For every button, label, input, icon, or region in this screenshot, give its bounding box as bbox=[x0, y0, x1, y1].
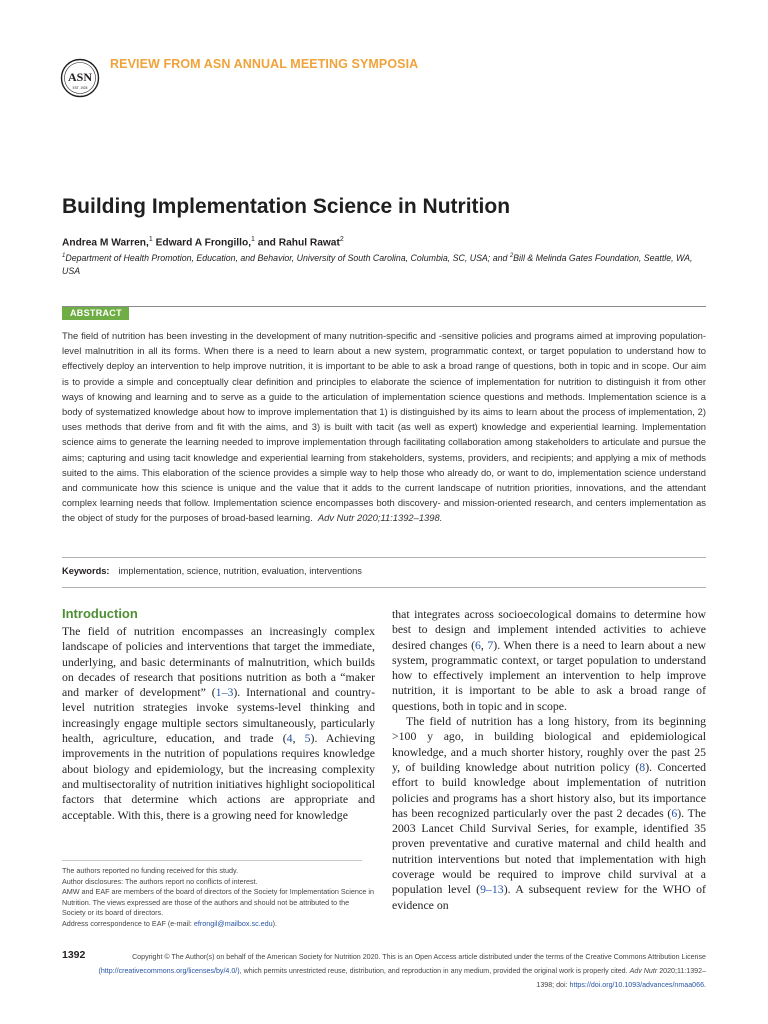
author-affil-marker: 2 bbox=[339, 236, 344, 243]
section-heading: Introduction bbox=[62, 606, 138, 621]
body-text: ). International and country-level nutrition strategies invoke systems-level thinking and increasingly engage multiple sectors simultaneously, particularly health, agriculture, education, and trade ( bbox=[62, 685, 375, 746]
copyright-text: . bbox=[704, 981, 706, 989]
citation-link[interactable]: 8 bbox=[639, 759, 646, 774]
body-text: The field of nutrition has a long history, from its beginning >100 y ago, in building biological and epidemiological knowledge, and a much shorter history, roughly over the past 25 y, of building knowledge about nutrition policy ( bbox=[392, 714, 706, 774]
footnote-line: AMW and EAF are members of the board of directors of the Society for Implementation Science in Nutrition. The views expressed are those of the authors and should not be attributed to the Society or its board of directors. bbox=[62, 887, 374, 918]
copyright-text: 2020;11:1392–1398; doi: bbox=[536, 967, 706, 989]
citation-link[interactable]: 6 bbox=[671, 805, 678, 820]
abstract-body bbox=[62, 328, 706, 526]
citation-link[interactable]: 9–13 bbox=[480, 882, 504, 897]
keywords-label: Keywords: bbox=[62, 566, 110, 576]
affiliations bbox=[62, 250, 712, 278]
body-text: ). Achieving improvements in the nutrition of populations requires knowledge about biology and epidemiology, but the increasing complexity and multisectorality of nutrition initiatives highlight sociopolitical factors that determine which actions are appropriate and acceptable. With this, there is a growing need for knowledge bbox=[62, 731, 375, 822]
citation-link[interactable]: 1–3 bbox=[215, 685, 234, 700]
logo-text: ASN bbox=[67, 70, 93, 84]
body-text: that integrates across socioecological domains to determine how best to design and implement intended activities to achieve desired changes ( bbox=[392, 607, 706, 652]
citation-link[interactable]: 5 bbox=[304, 731, 311, 746]
doi-link[interactable]: https://doi.org/10.1093/advances/nmaa066 bbox=[569, 981, 705, 989]
affil-marker: 2 bbox=[509, 253, 514, 259]
body-text: ). When there is a need to learn about a new system, programmatic context, or target population to understand how to effectively implement an intervention to help improve nutrition, it is important to be able to ask a broad range of questions, both in topic and in scope. bbox=[392, 637, 706, 713]
affil-marker: 1 bbox=[62, 253, 66, 259]
author-name: Andrea M Warren, bbox=[62, 237, 149, 249]
body-text: ). A subsequent review for the WHO of evidence on bbox=[392, 882, 706, 912]
citation-link[interactable]: 7 bbox=[487, 637, 494, 652]
journal-citation: Adv Nutr bbox=[629, 967, 658, 975]
keywords bbox=[62, 566, 362, 576]
abstract-divider bbox=[62, 306, 706, 307]
footnote-line bbox=[62, 919, 374, 930]
affil-text: Department of Health Promotion, Education, and Behavior, University of South Carolina, Columbia, SC, USA; and bbox=[65, 252, 510, 263]
body-text: ). The 2003 Lancet Child Survival Series, for example, identified 35 proven preventative and curative maternal and child health and nutrition interventions but noted that implementation with high coverage would be required to improve child survival at a population level ( bbox=[392, 805, 706, 897]
body-text: , bbox=[480, 637, 488, 652]
author-affil-marker: 1 bbox=[148, 236, 153, 243]
copyright-text: , which permits unrestricted reuse, distribution, and reproduction in any medium, provided the original work is properly cited. bbox=[239, 967, 628, 975]
correspondence-email-link[interactable]: efrongil@mailbox.sc.edu bbox=[193, 918, 273, 928]
abstract-divider bbox=[62, 557, 706, 558]
page-number: 1392 bbox=[62, 949, 86, 961]
author-name: Edward A Frongillo, bbox=[155, 237, 252, 249]
footnote-divider bbox=[62, 860, 362, 861]
footnote-line: The authors reported no funding received for this study. bbox=[62, 866, 239, 875]
footnotes bbox=[62, 866, 374, 930]
keywords-divider bbox=[62, 587, 706, 588]
footnote-text: Address correspondence to EAF (e-mail: bbox=[62, 918, 194, 928]
body-text: , bbox=[292, 731, 305, 746]
copyright-text: Copyright © The Author(s) on behalf of the American Society for Nutrition 2020. This is an Open Access article distributed under the terms of the Creative Commons Attribution License bbox=[132, 953, 706, 961]
keywords-values: implementation, science, nutrition, evaluation, interventions bbox=[118, 566, 362, 576]
license-link[interactable]: (http://creativecommons.org/licenses/by/4.0/) bbox=[98, 967, 240, 975]
affil-text: Bill & Melinda Gates Foundation, Seattle, WA, USA bbox=[62, 252, 693, 276]
author-affil-marker: 1 bbox=[251, 236, 255, 243]
body-column-left bbox=[62, 624, 375, 846]
body-text: ). Concerted effort to build knowledge about implementation of nutrition policies and programs has a short history also, but its importance has been recognized particularly over the past 2 decades ( bbox=[392, 759, 706, 820]
footnote-line: Author disclosures: The authors report no conflicts of interest. bbox=[62, 876, 258, 886]
logo-subtext: EST. 1928 bbox=[72, 86, 88, 90]
abstract-label: ABSTRACT bbox=[62, 307, 129, 320]
abstract-citation: Adv Nutr 2020;11:1392–1398. bbox=[317, 512, 443, 524]
copyright-notice bbox=[94, 950, 706, 992]
citation-link[interactable]: 6 bbox=[475, 637, 481, 652]
body-text: The field of nutrition encompasses an increasingly complex landscape of policies and interventions that target the immediate, underlying, and basic determinants of malnutrition, which builds on decades of research that positions nutrition as both a “maker and marker of development” ( bbox=[62, 624, 375, 700]
asn-logo bbox=[60, 58, 100, 98]
footnote-text: ). bbox=[272, 918, 278, 928]
article-title: Building Implementation Science in Nutrition bbox=[62, 195, 511, 218]
citation-link[interactable]: 4 bbox=[286, 731, 293, 746]
author-list bbox=[62, 236, 344, 248]
abstract-text: The field of nutrition has been investing in the development of many nutrition-specific and -sensitive policies and programs aimed at improving population-level malnutrition in all its forms. When there is a need to learn about a new system, programmatic context, or target population to understand how to effectively deploy an intervention to help improve nutrition, it is important to be able to ask a broad range of questions, both in topic and in scope. Our aim is to provide a simple and conceptually clear definition and principles to elaborate the science of implementation for nutrition to distinguish it from other ways of knowing and learning and to serve as a guide to the articulation of implementation science questions and methods. Implementation science is a body of systematized knowledge about how to improve implementation that 1) is distinguished by its aims to learn about the process of implementation, 2) uses methods that derive from and fit with the aims, and 3) is built with tacit (as well as expert) knowledge and experiential learning. Implementation science aims to generate the learning needed to improve implementation through facilitating collaboration among stakeholders to articulate and pursue the aims; capturing and using tacit knowledge and experiential learning from stakeholders, systems, providers, and recipients; and applying a mix of methods suited to the aims. This elaboration of the science provides a simple way to help those who already do, or want to do, implementation science understand and communicate how this science is unique and the value that it adds to the current landscape of nutrition priorities, innovations, and the attendant complex learning needs that follow. Implementation science encompasses both discovery- and mission-oriented research, and centers implementation as the object of study for the purposes of broad-based learning. bbox=[62, 330, 706, 524]
section-label: REVIEW FROM ASN ANNUAL MEETING SYMPOSIA bbox=[110, 57, 419, 71]
author-name: and Rahul Rawat bbox=[257, 237, 340, 249]
